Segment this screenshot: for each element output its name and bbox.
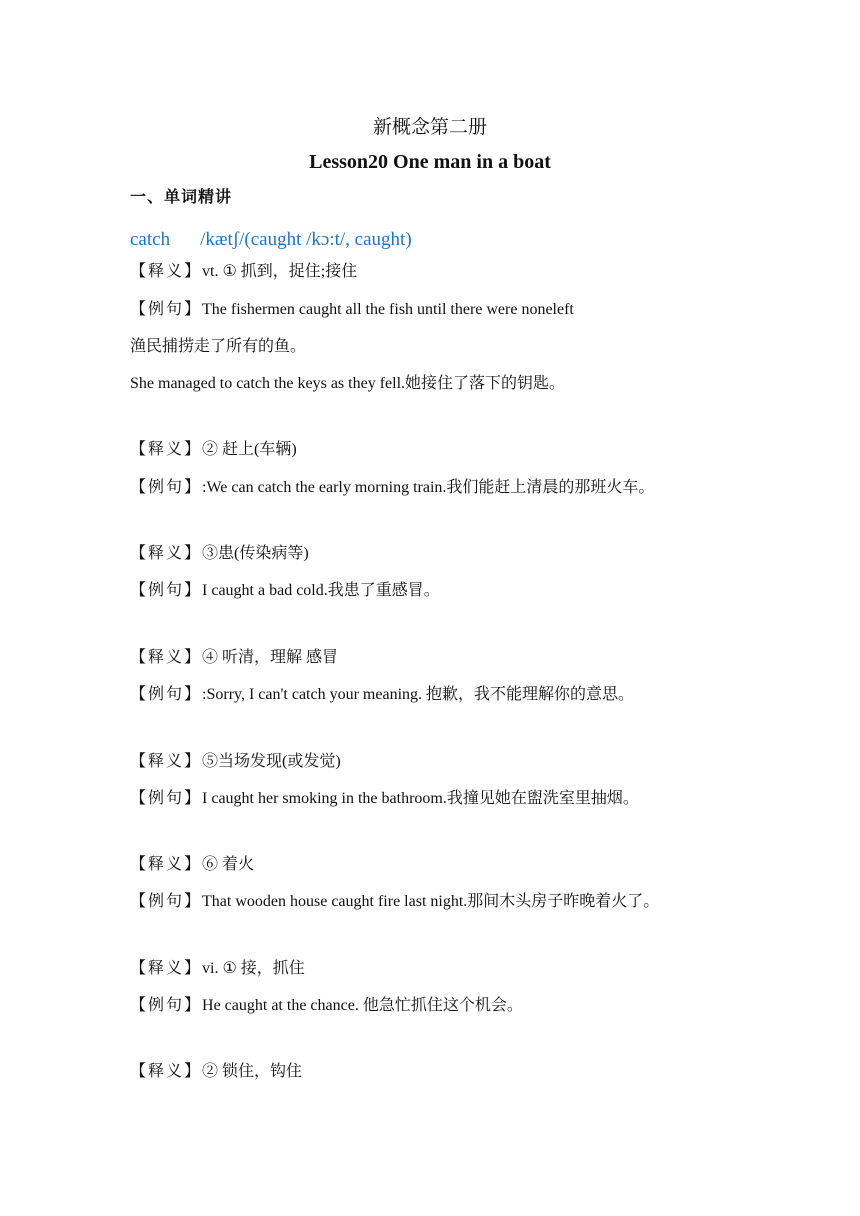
line-label: 【释义】: [130, 960, 203, 977]
line-text: I caught a bad cold.我患了重感冒。: [202, 582, 440, 599]
series-title: 新概念第二册: [372, 117, 487, 138]
example-line: [130, 996, 523, 1016]
line-label: 【释义】: [130, 1063, 203, 1080]
example-line: [130, 478, 654, 498]
example-line: [130, 300, 574, 320]
line-label: 【例句】: [130, 997, 203, 1014]
line-text: That wooden house caught fire last night.那间木头房子昨晚着火了。: [202, 893, 660, 910]
line-label: 【例句】: [130, 479, 203, 496]
line-label: 【例句】: [130, 790, 203, 807]
line-text: vt. ① 抓到，捉住;接住: [202, 263, 358, 280]
line-label: 【释义】: [130, 263, 203, 280]
line-label: 【例句】: [130, 301, 203, 318]
section-heading: 一、单词精讲: [130, 189, 233, 206]
line-text: ② 锁住，钩住: [202, 1063, 303, 1080]
example-line: [130, 892, 659, 912]
translation-line: [130, 337, 306, 357]
definition-line: [130, 959, 305, 979]
definition-line: [130, 544, 309, 564]
line-label: 【例句】: [130, 893, 203, 910]
line-text: :Sorry, I can't catch your meaning. 抱歉，我不能理解你的意思。: [202, 686, 635, 703]
line-label: 【释义】: [130, 545, 203, 562]
line-label: 【例句】: [130, 582, 203, 599]
line-text: He caught at the chance. 他急忙抓住这个机会。: [202, 997, 523, 1014]
line-text: :We can catch the early morning train.我们能赶上清晨的那班火车。: [202, 479, 655, 496]
entry-word: catch: [130, 229, 171, 250]
definition-line: [130, 648, 338, 668]
line-label: 【例句】: [130, 686, 203, 703]
entry-pronunciation: /kætʃ/(caught /kɔ:t/, caught): [200, 229, 412, 250]
lesson-title: Lesson20 One man in a boat: [309, 151, 551, 173]
line-text: The fishermen caught all the fish until there were noneleft: [202, 301, 574, 318]
line-text: vi. ① 接，抓住: [202, 960, 305, 977]
line-text: ④ 听清，理解 感冒: [202, 649, 339, 666]
example-line: [130, 581, 440, 601]
line-text: ⑤当场发现(或发觉): [202, 753, 341, 770]
line-text: 渔民捕捞走了所有的鱼。: [130, 338, 307, 355]
line-label: 【释义】: [130, 856, 203, 873]
line-text: ③患(传染病等): [202, 545, 309, 562]
definition-line: [130, 1062, 302, 1082]
definition-line: [130, 262, 357, 282]
line-label: 【释义】: [130, 753, 203, 770]
line-text: She managed to catch the keys as they fell.她接住了落下的钥匙。: [130, 375, 566, 392]
vocabulary-entry: [130, 228, 412, 252]
line-text: I caught her smoking in the bathroom.我撞见她在盥洗室里抽烟。: [202, 790, 639, 807]
definition-line: [130, 752, 341, 772]
line-label: 【释义】: [130, 649, 203, 666]
example-line: [130, 789, 639, 809]
example-line: [130, 374, 565, 394]
definition-line: [130, 440, 297, 460]
definition-line: [130, 855, 254, 875]
line-label: 【释义】: [130, 441, 203, 458]
line-text: ⑥ 着火: [202, 856, 255, 873]
line-text: ② 赶上(车辆): [202, 441, 297, 458]
example-line: [130, 685, 634, 705]
